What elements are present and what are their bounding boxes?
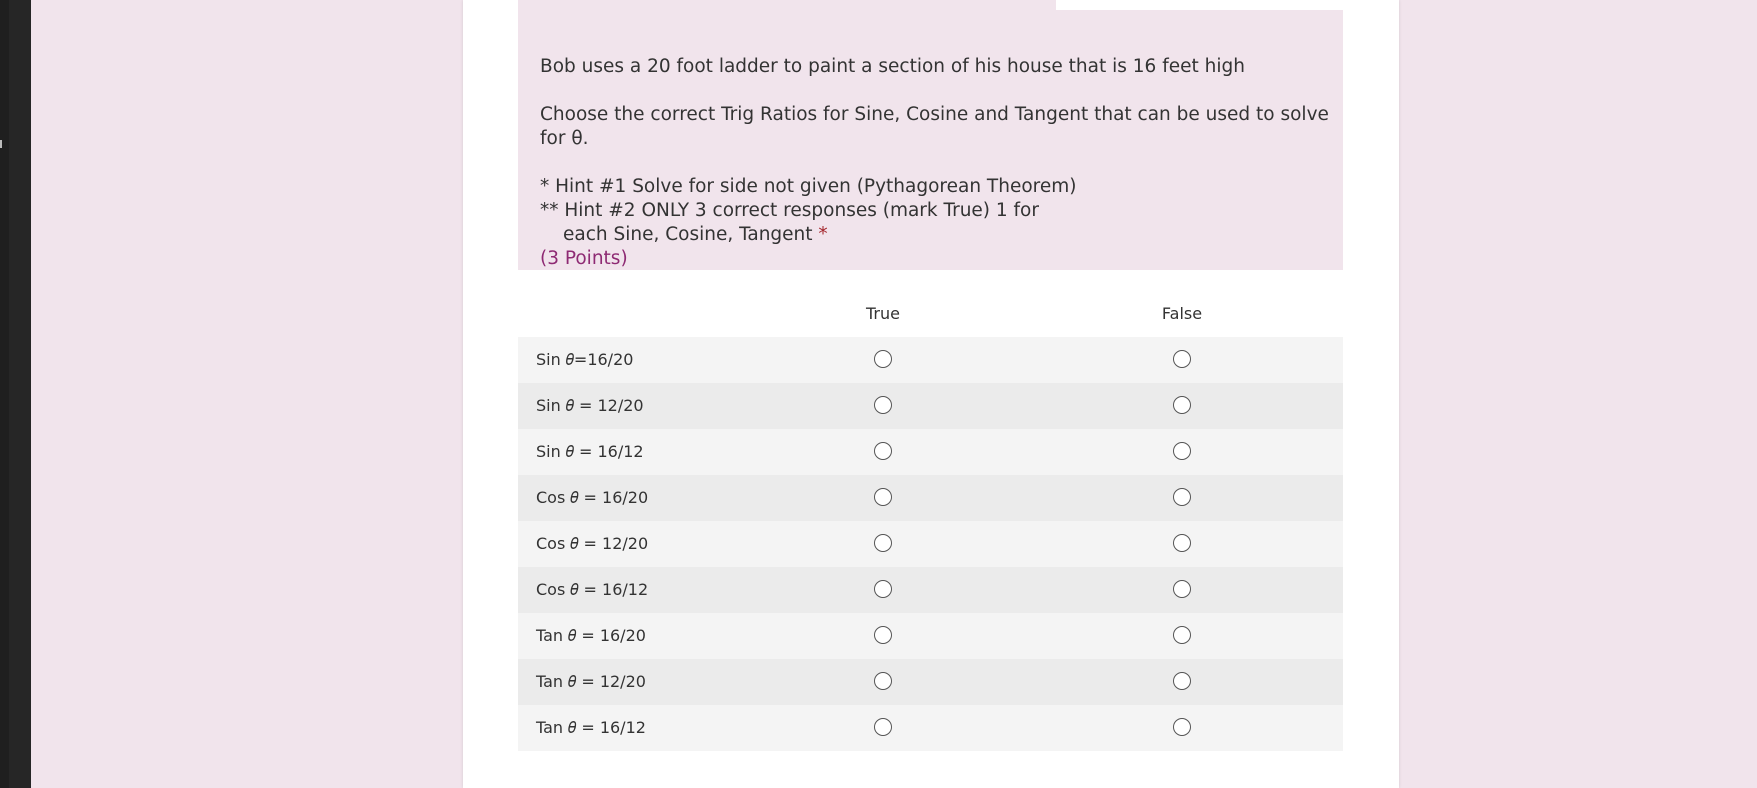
radio-false[interactable] (1173, 534, 1191, 552)
matrix-row (518, 705, 1343, 751)
question-line-1: Bob uses a 20 foot ladder to paint a section of his house that is 16 feet high (540, 56, 1245, 77)
radio-false[interactable] (1173, 396, 1191, 414)
matrix-header (518, 290, 1343, 337)
radio-false[interactable] (1173, 718, 1191, 736)
question-text (540, 55, 1330, 271)
row-label: Cos 𝜃 = 16/20 (536, 488, 649, 507)
row-label: Sin 𝜃 = 16/12 (536, 442, 644, 461)
matrix-row (518, 521, 1343, 567)
form-card (463, 0, 1399, 788)
row-label: Cos 𝜃 = 16/12 (536, 580, 649, 599)
radio-true[interactable] (874, 350, 892, 368)
row-label: Tan 𝜃 = 16/20 (536, 626, 646, 645)
radio-false[interactable] (1173, 350, 1191, 368)
radio-true[interactable] (874, 626, 892, 644)
radio-true[interactable] (874, 488, 892, 506)
left-window-edge (0, 0, 31, 788)
required-star: * (818, 224, 828, 245)
hint-1: * Hint #1 Solve for side not given (Pythagorean Theorem) (540, 176, 1077, 197)
matrix-row (518, 659, 1343, 705)
radio-false[interactable] (1173, 626, 1191, 644)
matrix-row (518, 337, 1343, 383)
radio-false[interactable] (1173, 488, 1191, 506)
radio-false[interactable] (1173, 580, 1191, 598)
previous-answer-box (1056, 0, 1395, 10)
row-label: Sin 𝜃 = 12/20 (536, 396, 644, 415)
radio-false[interactable] (1173, 672, 1191, 690)
radio-true[interactable] (874, 396, 892, 414)
row-label: Sin 𝜃=16/20 (536, 350, 634, 369)
left-edge-panel (9, 0, 31, 788)
radio-true[interactable] (874, 442, 892, 460)
column-header-false: False (1161, 304, 1203, 323)
radio-false[interactable] (1173, 442, 1191, 460)
row-label: Tan 𝜃 = 16/12 (536, 718, 646, 737)
hint-2-line-2 (540, 223, 1330, 247)
hint-2-line-2-text: each Sine, Cosine, Tangent (563, 224, 819, 245)
left-edge-mark (0, 140, 2, 148)
column-header-true: True (866, 304, 900, 323)
row-label: Tan 𝜃 = 12/20 (536, 672, 646, 691)
matrix-row (518, 383, 1343, 429)
question-line-2: Choose the correct Trig Ratios for Sine, Cosine and Tangent that can be used to solve for θ. (540, 104, 1329, 149)
matrix-row (518, 475, 1343, 521)
hint-2-line-1: ** Hint #2 ONLY 3 correct responses (mark True) 1 for (540, 200, 1039, 221)
points-label: (3 Points) (540, 248, 628, 269)
radio-true[interactable] (874, 718, 892, 736)
matrix-row (518, 429, 1343, 475)
matrix-row (518, 613, 1343, 659)
likert-matrix (518, 290, 1343, 751)
row-label: Cos 𝜃 = 12/20 (536, 534, 649, 553)
question-block (518, 0, 1343, 270)
radio-true[interactable] (874, 580, 892, 598)
matrix-row (518, 567, 1343, 613)
radio-true[interactable] (874, 672, 892, 690)
radio-true[interactable] (874, 534, 892, 552)
